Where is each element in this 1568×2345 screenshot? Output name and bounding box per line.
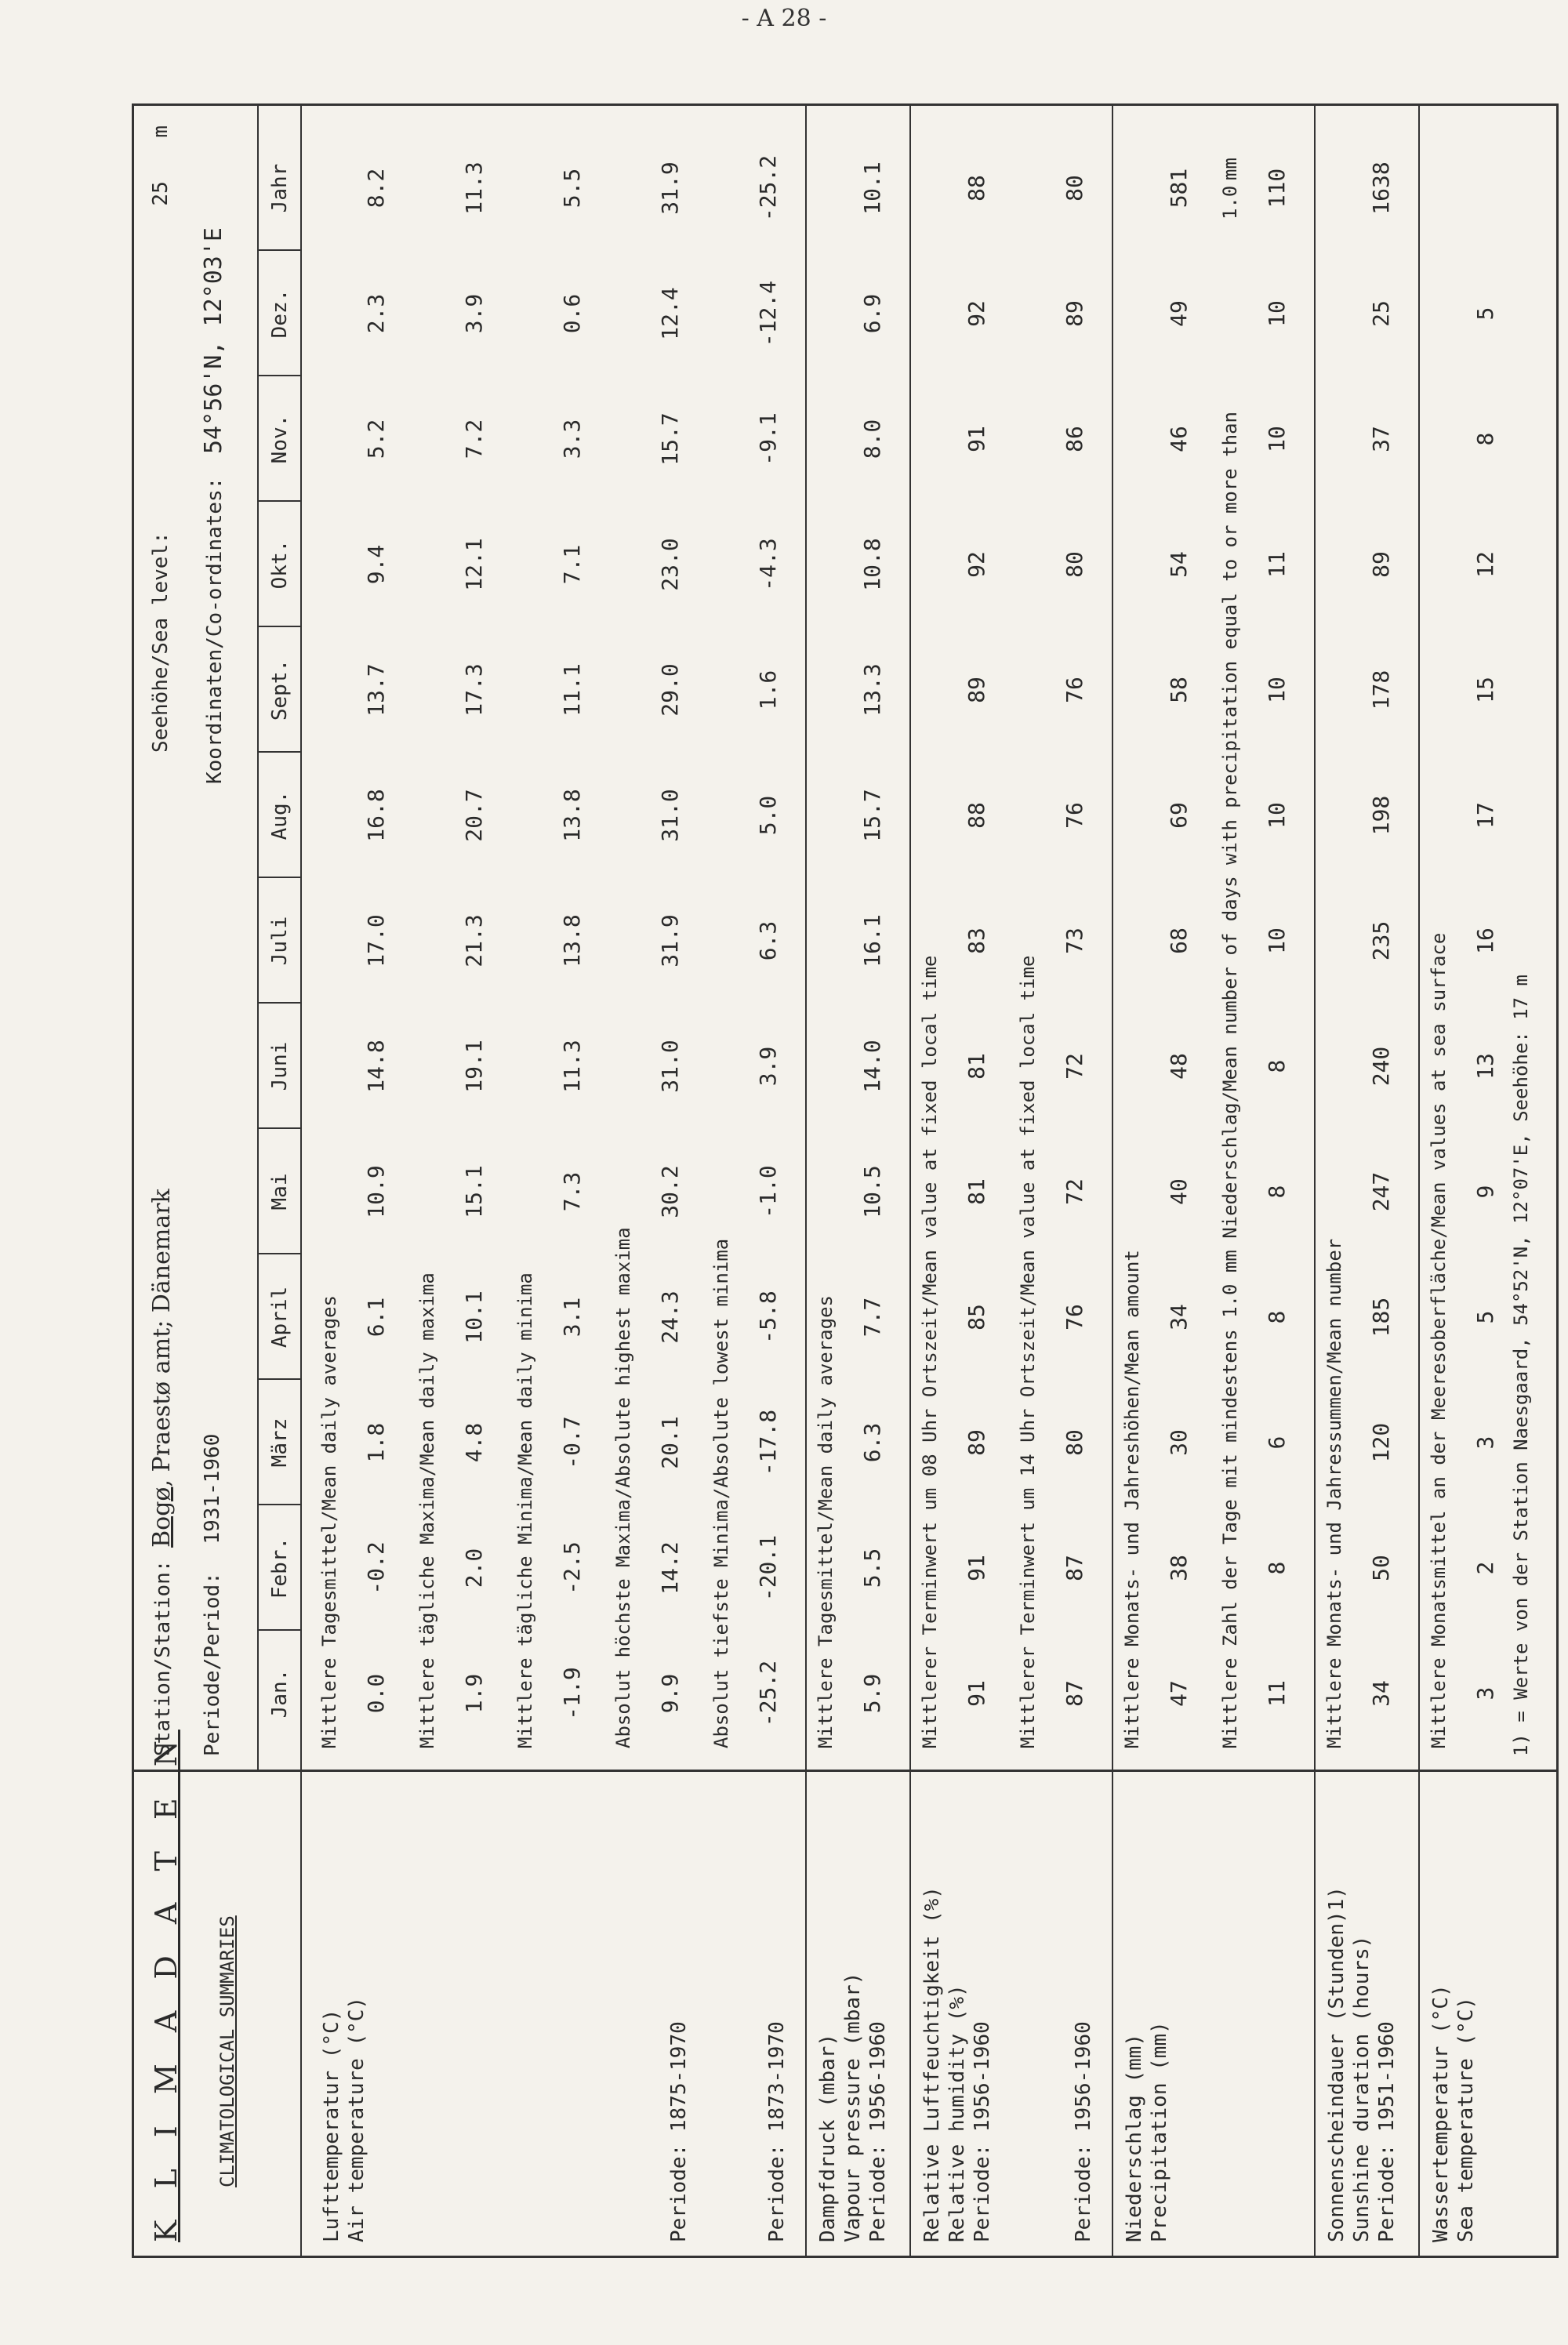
table-cell: 10.1	[461, 1290, 487, 1344]
table-cell: -4.3	[755, 538, 781, 591]
table-cell: 34	[1368, 1680, 1394, 1707]
table-cell: 15.7	[859, 789, 885, 842]
table-cell: 24.3	[657, 1290, 683, 1344]
table-cell: 240	[1368, 1046, 1394, 1087]
month-header-bottom	[300, 103, 302, 1772]
table-cell: 11.3	[559, 1040, 585, 1093]
table-cell: 48	[1166, 1053, 1192, 1080]
table-cell: 11.1	[559, 663, 585, 717]
table-cell: 10	[1264, 802, 1290, 829]
table-cell: 3.3	[559, 419, 585, 459]
climate-sheet	[132, 103, 1559, 2258]
table-cell: 5	[1472, 1310, 1498, 1324]
table-cell: 58	[1166, 677, 1192, 703]
table-cell: 85	[964, 1304, 989, 1330]
subtitle: CLIMATOLOGICAL SUMMARIES	[216, 1915, 238, 2187]
table-cell: 72	[1062, 1053, 1087, 1080]
table-cell: 76	[1062, 802, 1087, 829]
table-cell: 86	[1062, 426, 1087, 452]
table-cell: 12	[1472, 551, 1498, 578]
section-label: Precipitation (mm)	[1148, 2021, 1171, 2242]
row-description: Absolut tiefste Minima/Absolute lowest minima	[710, 1238, 732, 1748]
table-cell: 76	[1062, 677, 1087, 703]
section-label: Wassertemperatur (°C)	[1429, 1984, 1453, 2242]
table-cell: 12.4	[657, 287, 683, 340]
table-cell: 7.7	[859, 1297, 885, 1338]
table-cell: 10	[1264, 426, 1290, 452]
table-cell: 30.2	[657, 1165, 683, 1218]
label-column-divider	[132, 1770, 1559, 1772]
table-cell: 92	[964, 300, 989, 327]
table-cell: 29.0	[657, 663, 683, 717]
table-cell: 8	[1264, 1561, 1290, 1575]
table-cell: 87	[1062, 1680, 1087, 1707]
coords-label: Koordinaten/Co-ordinates:	[203, 477, 227, 784]
table-cell: 46	[1166, 426, 1192, 452]
month-header-10: Nov.	[268, 414, 292, 464]
table-cell: 10.9	[363, 1165, 389, 1218]
row-description: Mittlerer Terminwert um 08 Uhr Ortszeit/Mean value at fixed local time	[919, 955, 941, 1748]
section-label: Sonnenscheindauer (Stunden)1)	[1325, 1886, 1348, 2242]
table-cell: 8	[1264, 1310, 1290, 1324]
table-cell: 88	[964, 175, 989, 201]
month-header-1: Febr.	[268, 1537, 292, 1599]
table-cell: 6.3	[859, 1422, 885, 1463]
section-divider	[805, 103, 807, 2258]
table-cell: 17.0	[363, 914, 389, 967]
table-cell: 5.5	[559, 168, 585, 209]
month-divider	[257, 1504, 300, 1505]
table-cell: 5.9	[859, 1673, 885, 1714]
table-cell: 13.3	[859, 663, 885, 717]
row-period: Periode: 1873-1970	[765, 2021, 789, 2242]
table-cell: 20.1	[657, 1416, 683, 1469]
table-cell: 3	[1472, 1436, 1498, 1450]
table-cell: 80	[1062, 551, 1087, 578]
table-cell: 6.3	[755, 920, 781, 961]
table-cell: 15.1	[461, 1165, 487, 1218]
row-description: Mittlere Monats- und Jahressummen/Mean number	[1323, 1238, 1345, 1748]
table-cell: 6.9	[859, 293, 885, 334]
table-cell: 8.0	[859, 419, 885, 459]
table-cell: 50	[1368, 1555, 1394, 1581]
month-divider	[257, 877, 300, 878]
table-cell: 87	[1062, 1555, 1087, 1581]
table-cell: 9.4	[363, 544, 389, 585]
station-label-text: Station/Station:	[151, 1559, 175, 1756]
month-divider	[257, 1378, 300, 1380]
month-header-2: März	[268, 1418, 292, 1468]
section-label: Periode: 1956-1960	[971, 2021, 994, 2242]
table-cell: 68	[1166, 927, 1192, 954]
table-cell: 6.1	[363, 1297, 389, 1338]
row-description: Absolut höchste Maxima/Absolute highest maxima	[612, 1227, 634, 1748]
table-cell: 25	[1368, 300, 1394, 327]
table-cell: 14.0	[859, 1040, 885, 1093]
section-label: Lufttemperatur (°C)	[320, 2009, 343, 2242]
page-number: - A 28 -	[741, 5, 827, 32]
month-header-5: Juni	[268, 1041, 292, 1091]
table-cell: 10	[1264, 927, 1290, 954]
section-label: Sea temperature (°C)	[1454, 1996, 1478, 2242]
table-cell: 31.9	[657, 162, 683, 215]
table-cell: 34	[1166, 1304, 1192, 1330]
section-label: Relative humidity (%)	[946, 1984, 969, 2242]
table-cell: 9	[1472, 1185, 1498, 1199]
month-header-4: Mai	[268, 1173, 292, 1211]
table-cell: 89	[1062, 300, 1087, 327]
table-cell: 81	[964, 1053, 989, 1080]
month-header-8: Sept.	[268, 659, 292, 721]
table-cell: 14.2	[657, 1541, 683, 1595]
station-name: Bogø	[148, 1486, 176, 1548]
table-cell: 81	[964, 1178, 989, 1205]
section-label: Vapour pressure (mbar)	[841, 1972, 865, 2242]
station-label	[148, 1189, 176, 1756]
title-bottom	[300, 1772, 302, 2258]
table-cell: 89	[1368, 551, 1394, 578]
table-cell: 76	[1062, 1304, 1087, 1330]
table-cell: 15	[1472, 677, 1498, 703]
table-cell: -20.1	[755, 1534, 781, 1602]
table-cell: 13.8	[559, 789, 585, 842]
table-cell: 0.6	[559, 293, 585, 334]
month-divider	[257, 375, 300, 376]
table-cell: 4.8	[461, 1422, 487, 1463]
table-cell: 69	[1166, 802, 1192, 829]
table-cell: 581	[1166, 168, 1192, 209]
table-cell: -0.7	[559, 1416, 585, 1469]
month-divider	[257, 1629, 300, 1631]
table-cell: 1638	[1368, 162, 1394, 215]
coords-value: 54°56'N, 12°03'E	[200, 227, 227, 454]
table-cell: 120	[1368, 1422, 1394, 1463]
table-cell: 54	[1166, 551, 1192, 578]
table-cell: -2.5	[559, 1541, 585, 1595]
table-cell: 7.2	[461, 419, 487, 459]
table-cell: 1.8	[363, 1422, 389, 1463]
table-cell: 31.0	[657, 1040, 683, 1093]
month-header-7: Aug.	[268, 790, 292, 840]
month-divider	[257, 1002, 300, 1004]
row-description: Mittlere Monatsmittel an der Meeresoberfläche/Mean values at sea surface	[1428, 932, 1450, 1748]
table-cell: 17.3	[461, 663, 487, 717]
table-cell: 80	[1062, 175, 1087, 201]
period-label: Periode/Period:	[201, 1572, 224, 1756]
table-cell: 2	[1472, 1561, 1498, 1575]
section-label: Sunshine duration (hours)	[1350, 1935, 1374, 2242]
table-cell: 12.1	[461, 538, 487, 591]
table-cell: 3	[1472, 1686, 1498, 1701]
station-rest: , Praestø amt; Dänemark	[148, 1189, 176, 1487]
table-cell: 89	[964, 677, 989, 703]
table-cell: 91	[964, 1555, 989, 1581]
sea-level-label: Seehöhe/Sea level:	[149, 532, 172, 753]
table-cell: 3.9	[461, 293, 487, 334]
month-divider	[257, 249, 300, 251]
table-cell: 47	[1166, 1680, 1192, 1707]
table-cell: 1.9	[461, 1673, 487, 1714]
precip-note-value: 1.0	[1219, 185, 1241, 220]
table-cell: 8	[1472, 432, 1498, 446]
table-cell: 15.7	[657, 412, 683, 466]
row-description: Mittlerer Terminwert um 14 Uhr Ortszeit/Mean value at fixed local time	[1017, 955, 1039, 1748]
table-cell: 20.7	[461, 789, 487, 842]
section-label: Relative Luftfeuchtigkeit (%)	[920, 1886, 944, 2242]
table-cell: 247	[1368, 1171, 1394, 1212]
month-header-0: Jan.	[268, 1668, 292, 1719]
month-header-6: Juli	[268, 916, 292, 966]
month-divider	[257, 626, 300, 627]
table-cell: 8	[1264, 1185, 1290, 1199]
section-divider	[1418, 103, 1420, 2258]
table-cell: 235	[1368, 920, 1394, 961]
month-header-top	[257, 103, 259, 1772]
table-cell: 5.5	[859, 1548, 885, 1588]
month-header-12: Jahr	[268, 163, 292, 213]
sea-level	[151, 125, 171, 753]
table-cell: -1.0	[755, 1165, 781, 1218]
table-cell: -25.2	[755, 1660, 781, 1727]
table-cell: 1.6	[755, 670, 781, 710]
row-description: Mittlere Tagesmittel/Mean daily averages	[318, 1295, 340, 1748]
table-cell: -12.4	[755, 280, 781, 347]
table-cell: -5.8	[755, 1290, 781, 1344]
table-cell: 16	[1472, 927, 1498, 954]
table-cell: 10	[1264, 677, 1290, 703]
table-cell: 38	[1166, 1555, 1192, 1581]
table-cell: 2.0	[461, 1548, 487, 1588]
elevation-unit: m	[149, 125, 172, 138]
table-cell: -1.9	[559, 1667, 585, 1720]
footnote: 1) = Werte von der Station Naesgaard, 54°52'N, 12°07'E, Seehöhe: 17 m	[1510, 975, 1532, 1756]
row-description: Mittlere tägliche Minima/Mean daily minima	[514, 1272, 536, 1748]
table-cell: 91	[964, 1680, 989, 1707]
table-cell: -25.2	[755, 154, 781, 222]
section-label: Niederschlag (mm)	[1123, 2033, 1146, 2242]
table-cell: 11	[1264, 551, 1290, 578]
table-cell: 92	[964, 551, 989, 578]
table-cell: 13.8	[559, 914, 585, 967]
table-cell: 72	[1062, 1178, 1087, 1205]
table-cell: 19.1	[461, 1040, 487, 1093]
table-cell: 110	[1264, 168, 1290, 209]
section-divider	[909, 103, 911, 2258]
table-cell: -0.2	[363, 1541, 389, 1595]
table-cell: 8	[1264, 1059, 1290, 1073]
section-label: Periode: 1956-1960	[866, 2021, 890, 2242]
table-cell: 40	[1166, 1178, 1192, 1205]
table-cell: 3.9	[755, 1046, 781, 1087]
month-header-3: April	[268, 1286, 292, 1349]
section-label: Dampfdruck (mbar)	[816, 2033, 840, 2242]
table-cell: 31.0	[657, 789, 683, 842]
table-cell: 89	[964, 1429, 989, 1456]
table-cell: 5.2	[363, 419, 389, 459]
table-cell: 30	[1166, 1429, 1192, 1456]
row-description: Mittlere Tagesmittel/Mean daily averages	[815, 1295, 837, 1748]
table-cell: 91	[964, 426, 989, 452]
table-cell: 16.8	[363, 789, 389, 842]
table-cell: 88	[964, 802, 989, 829]
month-divider	[257, 1253, 300, 1254]
section-divider	[1314, 103, 1316, 2258]
table-cell: 17	[1472, 802, 1498, 829]
table-cell: 23.0	[657, 538, 683, 591]
table-cell: 10.1	[859, 162, 885, 215]
title: K L I M A D A T E N	[149, 1730, 183, 2242]
table-cell: 13.7	[363, 663, 389, 717]
table-cell: 11	[1264, 1680, 1290, 1707]
table-cell: 80	[1062, 1429, 1087, 1456]
precip-note-unit: mm	[1219, 158, 1241, 180]
coordinates	[202, 227, 226, 784]
row-period: Periode: 1875-1970	[667, 2021, 691, 2242]
table-cell: 5	[1472, 307, 1498, 321]
table-cell: 10.5	[859, 1165, 885, 1218]
table-cell: 49	[1166, 300, 1192, 327]
month-header-11: Dez.	[268, 289, 292, 339]
table-cell: -9.1	[755, 412, 781, 466]
table-cell: 2.3	[363, 293, 389, 334]
table-cell: 83	[964, 927, 989, 954]
table-cell: 16.1	[859, 914, 885, 967]
period-line	[202, 1434, 223, 1756]
section-label: Periode: 1951-1960	[1375, 2021, 1399, 2242]
table-cell: 11.3	[461, 162, 487, 215]
month-divider	[257, 751, 300, 753]
table-cell: 8.2	[363, 168, 389, 209]
row-description: Mittlere Zahl der Tage mit mindestens 1.0 mm Niederschlag/Mean number of days with precipitation equal to or more than	[1219, 411, 1241, 1748]
table-cell: 31.9	[657, 914, 683, 967]
elevation-value: 25	[149, 181, 172, 206]
month-header-9: Okt.	[268, 539, 292, 590]
month-divider	[257, 500, 300, 502]
table-cell: 13	[1472, 1053, 1498, 1080]
row-description: Mittlere Monats- und Jahreshöhen/Mean amount	[1121, 1250, 1143, 1748]
table-cell: 10	[1264, 300, 1290, 327]
table-cell: 178	[1368, 670, 1394, 710]
table-cell: -17.8	[755, 1409, 781, 1476]
table-cell: 0.0	[363, 1673, 389, 1714]
table-cell: 7.3	[559, 1171, 585, 1212]
table-cell: 7.1	[559, 544, 585, 585]
table-cell: 185	[1368, 1297, 1394, 1338]
table-cell: 21.3	[461, 914, 487, 967]
table-cell: 198	[1368, 795, 1394, 836]
period-value: 1931-1960	[201, 1433, 224, 1545]
row-period: Periode: 1956-1960	[1072, 2021, 1095, 2242]
row-description: Mittlere tägliche Maxima/Mean daily maxima	[416, 1272, 438, 1748]
table-cell: 5.0	[755, 795, 781, 836]
table-cell: 3.1	[559, 1297, 585, 1338]
table-cell: 10.8	[859, 538, 885, 591]
month-divider	[257, 1127, 300, 1129]
table-cell: 73	[1062, 927, 1087, 954]
table-cell: 6	[1264, 1436, 1290, 1450]
section-divider	[1112, 103, 1113, 2258]
table-cell: 37	[1368, 426, 1394, 452]
table-cell: 9.9	[657, 1673, 683, 1714]
section-label: Air temperature (°C)	[345, 1996, 368, 2242]
table-cell: 14.8	[363, 1040, 389, 1093]
